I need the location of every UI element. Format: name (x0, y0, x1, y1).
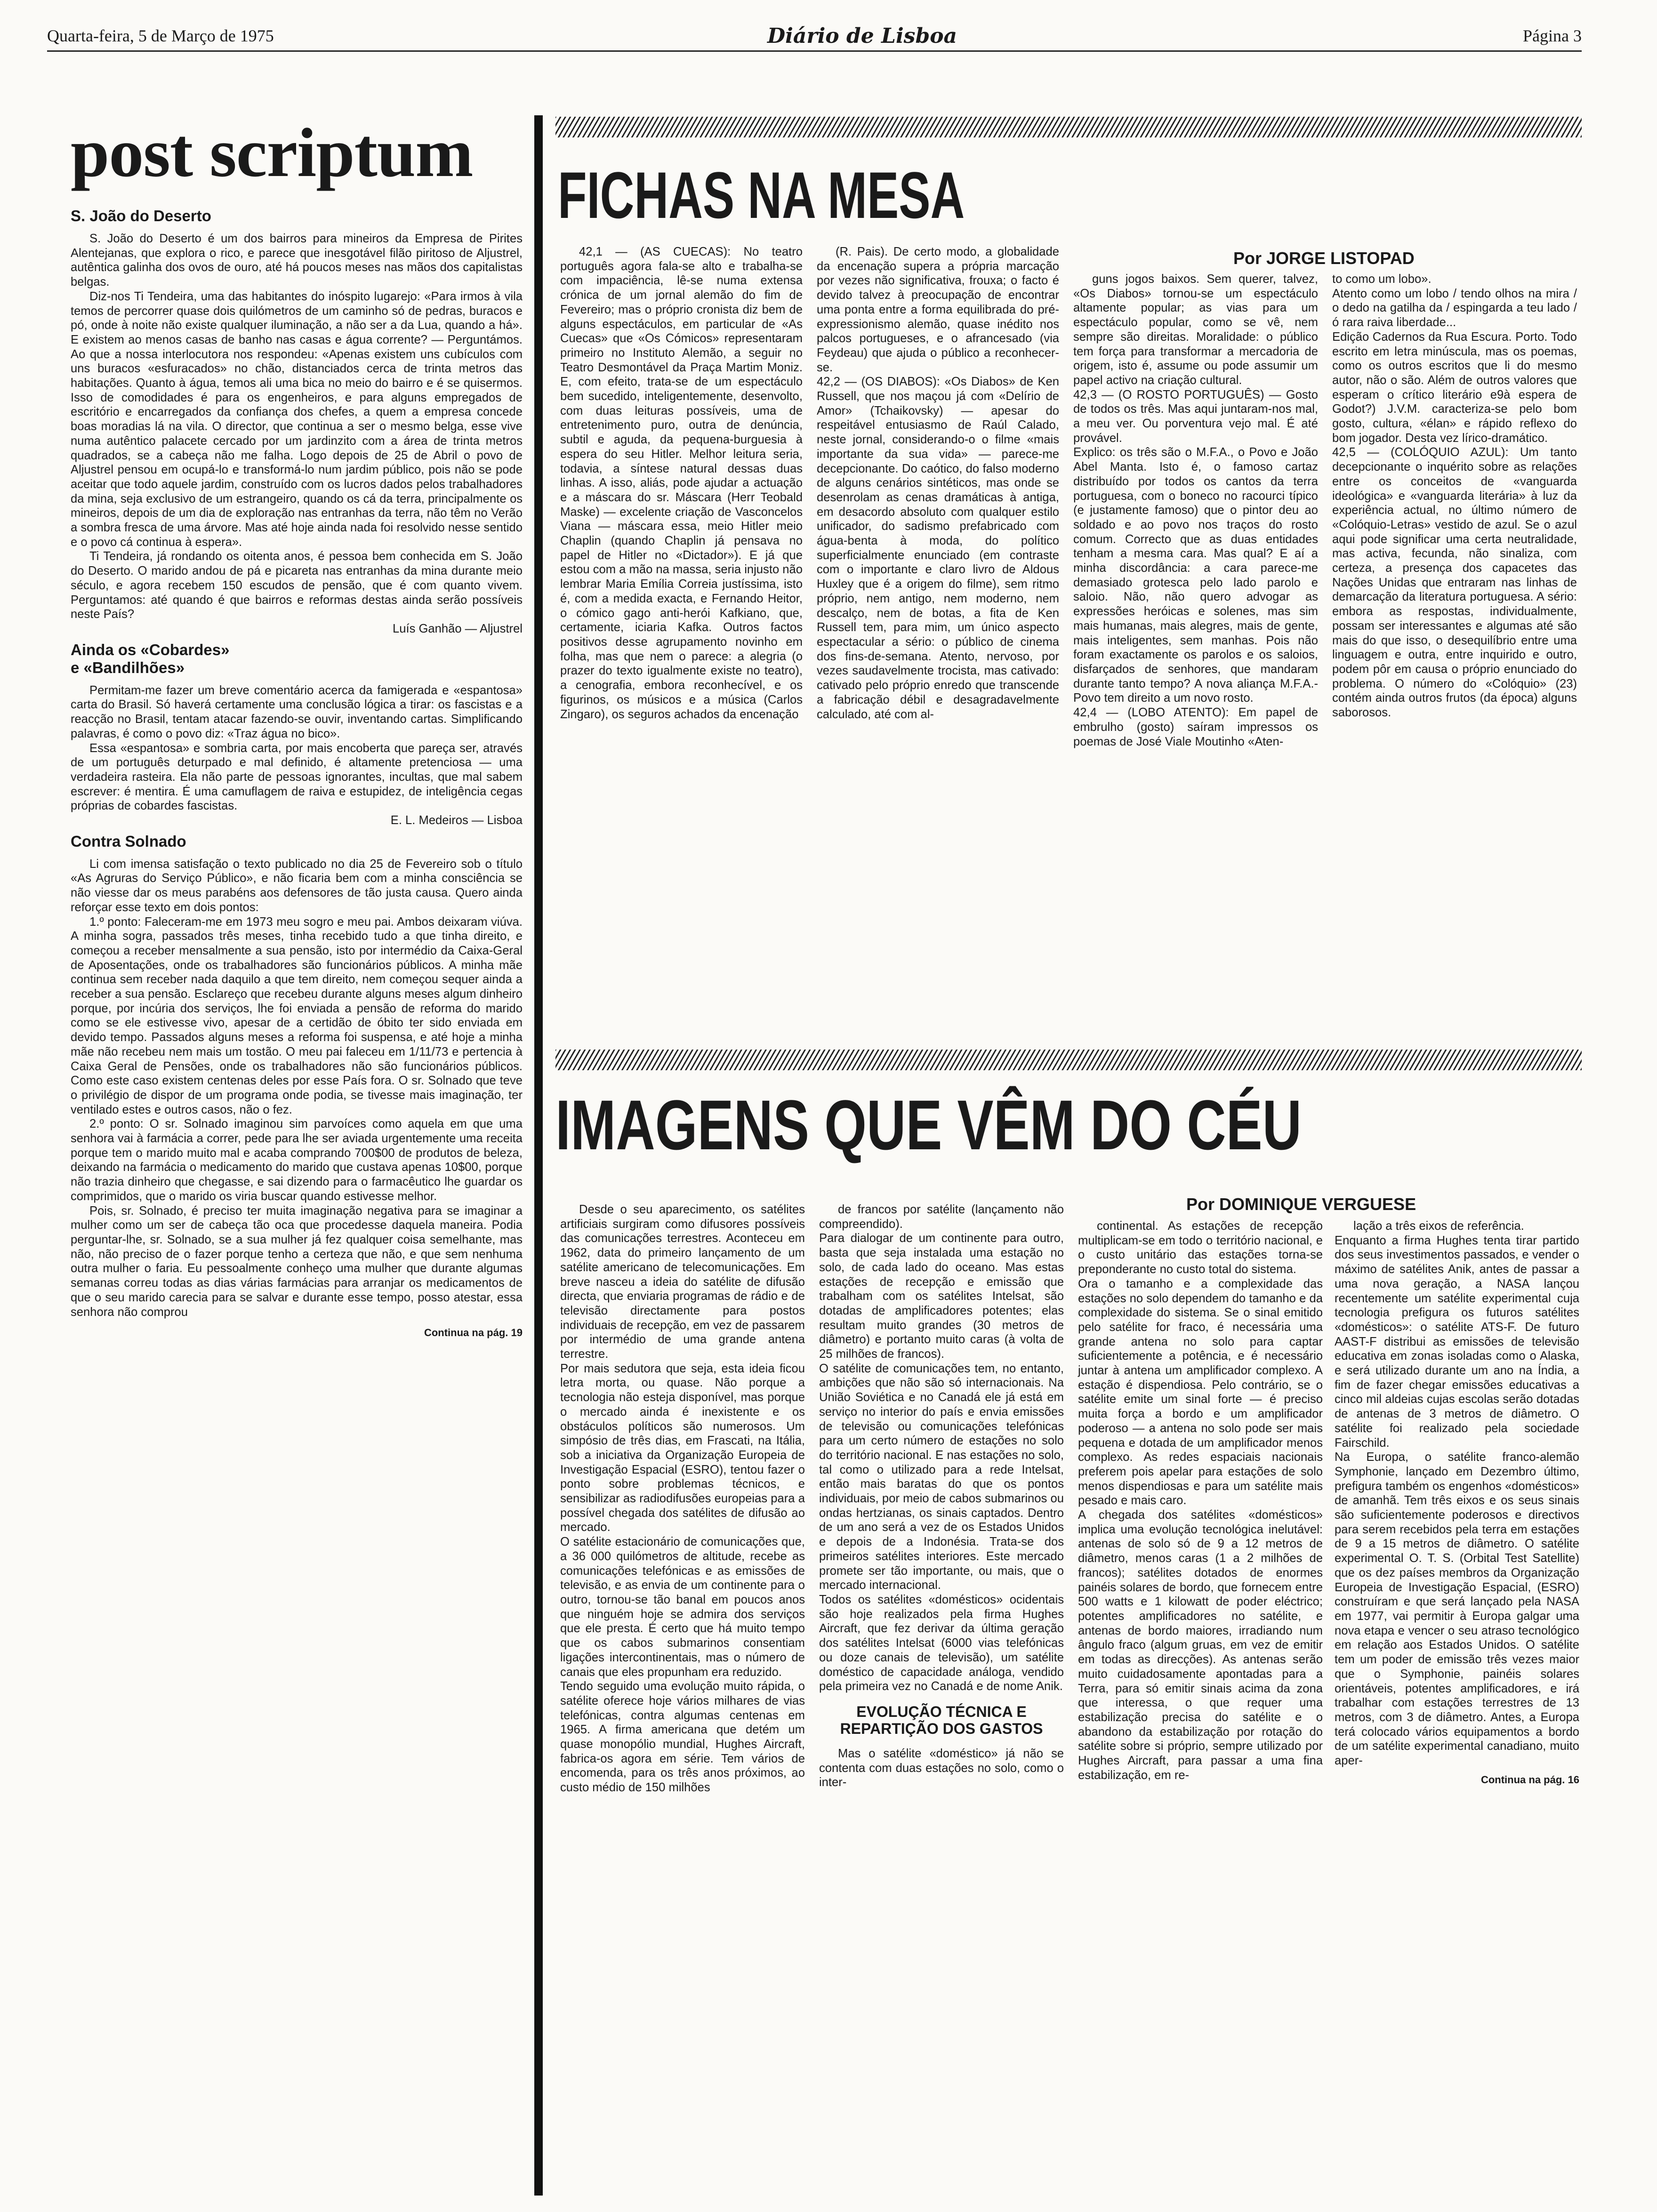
continued-note: Continua na pág. 19 (424, 1327, 523, 1339)
section-subhead: EVOLUÇÃO TÉCNICA E REPARTIÇÃO DOS GASTOS (840, 1703, 1043, 1737)
fichas-column-2 (817, 245, 1059, 1035)
paragraph: Li com imensa satisfação o texto publicado no dia 25 de Fevereiro sob o título «As Agruras do Serviço Público», e não ficaria bem com a minha consciência se não viesse dar os meus parabéns aos defensores de tão justa causa. Quero ainda reforçar esse texto em dois pontos: (71, 857, 523, 914)
imagens-headline: IMAGENS QUE VÊM DO CÉU (555, 1085, 1302, 1164)
paragraph: (R. Pais). De certo modo, a globalidade da encenação supera a própria marcação por vezes não significativa, frouxa; o facto é devido talvez à preocupação de encontrar uma ponta entre a forma equilibrada do pré-expressionismo alemão, quase inédito nos palcos portugueses, e o afrancesado (via Feydeau) que ajuda o público a reconhecer-se. 42,2 — (OS DIABOS): «Os Diabos» de Ken Russell, que nos maçou já com «Delírio de Amor» (Tchaikovsky) — apesar do respeitável entusiasmo de Raúl Calado, neste jornal, considerando-o o filme «mais importante da sua vida» — parece-me decepcionante. Do caótico, do falso moderno de alguns cenários sintéticos, mas onde se desenrolam as cenas dramáticas à antiga, em desacordo absoluto com qualquer estilo unificador, do sadismo prefabricado com água-benta à moda, do político superficialmente enunciado (em contraste com o importante e claro livro de Aldous Huxley que é a origem do filme), sem ritmo próprio, nem antigo, nem moderno, nem descalço, nem de botas, a fita de Ken Russell tem, para mim, um único aspecto espectacular a sério: o público de cinema dos fins-de-semana. Atento, nervoso, por vezes saudavelmente trocista, mas cativado: cativado pelo próprio enredo que transcende a fabricação débil e desagradavelmente calculado, até com al- (817, 245, 1059, 721)
header-rule (47, 50, 1582, 52)
hatched-rule (555, 117, 1582, 137)
letter-signature: E. L. Medeiros — Lisboa (390, 814, 523, 827)
imagens-column-2 (819, 1202, 1064, 2188)
paragraph: lação a três eixos de referência. Enquanto a firma Hughes tenta tirar partido dos seus investimentos passados, e vender o máximo de satélites Anik, antes de passar a uma nova geração, a NASA lançou recentemente um satélite experimental cuja tecnologia prefigura os futuros satélites «domésticos»: o satélite ATS-F. De futuro AAST-F distribui as emissões de televisão educativa em zonas isoladas como o Alaska, e será utilizado durante um ano na Índia, a fim de fazer chegar emissões educativas a cinco mil aldeias cujas escolas serão dotadas de antenas de 3 metros de diâmetro. O satélite foi realizado pela sociedade Fairschild. Na Europa, o satélite franco-alemão Symphonie, lançado em Dezembro último, prefigura também os engenhos «domésticos» de amanhã. Tem três eixos e os seus sinais são suficientemente poderosos e directivos para serem recebidos pela terra em estações de 9 a 15 metros de diâmetro. O satélite experimental O. T. S. (Orbital Test Satellite) que os dez países membros da Organização Europeia de Investigação Espacial, (ESRO) construíram e que será lançado pela NASA em 1977, vai permitir à Europa galgar uma nova etapa e vencer o seu atraso tecnológico em relação aos Estados Unidos. O satélite tem um poder de emissão três vezes maior que o Symphonie, painéis solares orientáveis, potentes amplificadores, e irá trabalhar com estações terrestres de 13 metros, com 3 de diâmetro. Antes, a Europa terá colocado vários equipamentos a bordo de um satélite experimental canadiano, muito aper- (1335, 1219, 1579, 1768)
paragraph: to como um lobo». Atento como um lobo / tendo olhos na mira / o dedo na gatilha da / espingarda a teu lado / ó rara raiva liberdade... Edição Cadernos da Rua Escura. Porto. Todo escrito em letra minúscula, mas os poemas, como os outros escritos que li do mesmo autor, não o são. Além de outros valores que esperam o crítico literário e9à espera de Godot?) J.V.M. caracteriza-se pelo bom gosto, cultura, «élan» e rápido reflexo do bom jogador. Desta vez lírico-dramático. 42,5 — (COLÓQUIO AZUL): Um tanto decepcionante o inquérito sobre as relações entre os conceitos de «vanguarda ideológica» e «vanguarda literária» à luz da experiência actual, no último número de «Colóquio-Letras» vestido de azul. Se o azul aqui pode significar uma certa neutralidade, mas activa, fecunda, não sinaliza, com certeza, a presença dos capacetes das Nações Unidas que entraram nas linhas de demarcação da literatura portuguesa. A sério: embora as respostas, individualmente, possam ser interessantes e algumas até são mais do que isso, o desequilíbrio entre uma linguagem e outra, entre inquirido e outro, podem pôr em causa o próprio enunciado do problema. O número do «Colóquio» (23) contém ainda outros frutos (da época) alguns saborosos. (1332, 272, 1577, 720)
post-scriptum-body (71, 207, 523, 1340)
fichas-byline: Por JORGE LISTOPAD (1233, 248, 1415, 268)
imagens-column-4 (1335, 1219, 1579, 2188)
paragraph: Desde o seu aparecimento, os satélites artificiais surgiram como difusores possíveis das comunicações terrestres. Aconteceu em 1962, data do primeiro lançamento de um satélite americano de telecomunicações. Em breve nasceu a ideia do satélite de difusão directa, que enviaria programas de rádio e de televisão directamente para postos individuais de recepção, em vez de passarem por intermédio de uma grande antena terrestre. Por mais sedutora que seja, esta ideia ficou letra morta, ou quase. Não porque a tecnologia não esteja disponível, mas porque o mercado ainda é inexistente e os obstáculos políticos são numerosos. Um simpósio de três dias, em Frascati, na Itália, sob a iniciativa da Organização Europeia de Investigação Espacial (ESRO), tentou fazer o ponto sobre problemas técnicos, e sensibilizar as radiodifusões europeias para a possível chegada dos satélites de difusão ao mercado. O satélite estacionário de comunicações que, a 36 000 quilómetros de altitude, recebe as comunicações telefónicas e as emissões de televisão, e as envia de um continente para o outro, tornou-se tão banal em poucos anos que ninguém hoje se admira dos serviços que ele presta. É certo que há muito tempo que os cabos submarinos consentiam ligações intercontinentais, mas o número de canais que eles propunham era reduzido. Tendo seguido uma evolução muito rápida, o satélite oferece hoje vários milhares de vias telefónicas, contra algumas centenas em 1965. A firma americana que detém um quase monopólio mundial, Hughes Aircraft, fabrica-os agora em série. Tem vários de encomenda, para os três anos próximos, ao custo médio de 150 milhões (560, 1203, 805, 1795)
fichas-headline: FICHAS NA MESA (558, 158, 965, 232)
post-scriptum-column (71, 114, 523, 2146)
paragraph: Essa «espantosa» e sombria carta, por mais encoberta que pareça ser, através de um português deturpado e mal definido, é altamente pretenciosa — uma verdadeira rasteira. Ela não parte de pessoas ignorantes, incultas, que mal sabem escrever: é mentira. É uma camuflagem de raiva e estupidez, de inteligência cegas próprias de cobardes fascistas. (71, 741, 523, 813)
section-heading (71, 641, 523, 677)
paragraph: guns jogos baixos. Sem querer, talvez, «Os Diabos» tornou-se um espectáculo altamente popular; as vias para um espectáculo popular, como se vê, nem sempre são direitas. Moralidade: o público tem força para transformar a mercadoria de origem, isto é, assume ou pode assumir um papel activo na criação cultural. 42,3 — (O ROSTO PORTUGUÊS) — Gosto de todos os três. Mas aqui juntaram-nos mal, a meu ver. Ou porventura vejo mal. É até provável. Explico: os três são o M.F.A., o Povo e João Abel Manta. Isto é, o famoso cartaz distribuído por todos os cantos da terra portuguesa, com o boneco no racourci típico (e justamente famoso) que o pintor deu ao soldado e ao povo nos traços do rosto comum. Correcto que as duas entidades tenham a mesma cara. Mas qual? E aí a minha discordância: a cara parece-me demasiado grotesca pelo lado parolo e saloio. Não, não quero advogar as expressões heróicas e solenes, mas sim mais humanas, mais alegres, mais de gente, mais inteligentes, sem manhas. Pois não foram exactamente os parolos e os saloios, disfarçados de senhores, que mandaram durante tanto tempo? A nova aliança M.F.A.-Povo tem direito a um novo rosto. 42,4 — (LOBO ATENTO): Em papel de embrulho (gosto) saíram impressos os poemas de José Viale Moutinho «Aten- (1073, 272, 1318, 748)
paragraph: Mas o satélite «doméstico» já não se contenta com duas estações no solo, como o inter- (819, 1747, 1064, 1789)
section-heading-line: Ainda os «Cobardes» (71, 641, 230, 658)
imagens-column-3 (1078, 1219, 1323, 2188)
section-heading: Contra Solnado (71, 832, 186, 850)
paragraph: 42,1 — (AS CUECAS): No teatro português agora fala-se alto e trabalha-se com impaciência, lê-se numa extensa crónica de um jornal alemão do fim de Fevereiro; mas o próprio cronista diz bem de alguns espectáculos, em particular de «As Cuecas» que «Os Cómicos» representaram primeiro no Instituto Alemão, a seguir no Teatro Desmontável da Praça Martim Moniz. E, com efeito, trata-se de um espectáculo bem sucedido, inteligentemente, desenvolto, com duas leituras possíveis, uma de entretenimento puro, outra de denúncia, subtil e aguda, da pequena-burguesia à espera do seu Hitler. Melhor leitura seria, todavia, a síntese natural dessas duas linhas. A isso, aliás, pode ajudar a actuação e a máscara do sr. Máscara (Herr Teobald Maske) — excelente criação de Vasconcelos Viana — máscara essa, meio Hitler meio Chaplin (quando Chaplin já pensava no papel de Hitler no «Dictador»). E já que estou com a mão na massa, seria injusto não lembrar Maria Emília Correia justíssima, isto é, com a medida exacta, e Fernando Heitor, o cómico gago anti-herói Kafkiano, que, certamente, iciaria Kafka. Outros factos positivos desse agrupamento novinho em folha, mas que nem o parece: a alegria (o prazer do texto igualmente existe no teatro), a cenografia, embora reconhecível, e os figurinos, os músicos e a música (Carlos Zingaro), os seguros achados da encenação (560, 245, 803, 721)
paragraph: de francos por satélite (lançamento não compreendido). Para dialogar de um continente para outro, basta que seja instalada uma estação no solo, de cada lado do oceano. Mas estas estações de recepção e emissão que trabalham com os satélites Intelsat, são dotadas de amplificadores potentes; elas resultam muito grandes (30 metros de diâmetro) e portanto muito caras (à volta de 25 milhões de francos). O satélite de comunicações tem, no entanto, ambições que não são só internacionais. Na União Soviética e no Canadá ele já está em serviço no interior do país e envia emissões de televisão ou comunicações telefónicas para um certo número de estações no solo do território nacional. E nas estações no solo, tal como o utilizado para a rede Intelsat, então mais baratas do que os pontos individuais, por meio de cabos submarinos ou ondas hertzianas, os sinais captados. Dentro de um ano será a vez de os Estados Unidos e depois de a Indonésia. Trata-se dos primeiros satélites interiores. Este mercado promete ser tão importante, ou mais, que o mercado internacional. Todos os satélites «domésticos» ocidentais são hoje realizados pela firma Hughes Aircraft, que fez derivar da última geração dos satélites Intelsat (6000 vias telefónicas ou doze canais de televisão), um satélite doméstico de capacidade análoga, vendido pela primeira vez no Canadá e de nome Anik. (819, 1203, 1064, 1693)
imagens-column-1 (560, 1202, 805, 2188)
header-date: Quarta-feira, 5 de Março de 1975 (47, 26, 274, 45)
section-heading: S. João do Deserto (71, 207, 211, 224)
fichas-column-4 (1332, 272, 1577, 1034)
page-number: Página 3 (1523, 26, 1582, 45)
section-heading-line: e «Bandilhões» (71, 658, 185, 676)
continued-note: Continua na pág. 16 (1480, 1773, 1579, 1786)
paragraph: Permitam-me fazer um breve comentário acerca da famigerada e «espantosa» carta do Brasil. Só haverá certamente uma conclusão lógica a tirar: os fascistas e a reacção no Brasil, tentam atacar fazendo-se ouvir, inventando cartas. Simplificando palavras, é como o povo diz: «Traz água no bico». (71, 683, 523, 740)
letter-signature: Luís Ganhão — Aljustrel (393, 622, 523, 635)
newspaper-masthead: Diário de Lisboa (767, 24, 957, 48)
paragraph: Diz-nos Ti Tendeira, uma das habitantes do inóspito lugarejo: «Para irmos à vila temos de percorrer quase dois quilómetros de um caminho só de pedras, buracos e pó, onde à noite não existe qualquer iluminação, a não ser a da Lua, quando a há». E existem ao menos casas de banho nas casas e água corrente? — Perguntámos. Ao que a nossa interlocutora nos respondeu: «Apenas existem uns cubículos com uns buracos «esfuracados» no chão, distanciados cerca de trinta metros das habitações. Quanto à água, temos ali uma bica no meio do bairro e é se quisermos. Isso de comodidades é para os engenheiros, e para alguns empregados de escritório e encarregados da confiança dos chefes, a quem a empresa concede boas moradias lá na vila. O director, que continua a ser o mesmo belga, esse vive numa autêntico palacete cercado por um jardinzito com a área de trinta metros quadrados, se a cabeça não me falha. Logo depois de 25 de Abril o povo de Aljustrel pensou em ocupá-lo e transformá-lo num jardim público, pois não se pode aceitar que todo aquele jardim, construído com os lucros dados pelos trabalhadores da mina, seja exclusivo de um estrangeiro, quando os cá da terra, principalmente os mineiros, depois de um dia de exploração nas entranhas da terra, não têm no Verão a sombra fresca de uma árvore. Mas até hoje ainda nada foi resolvido nesse sentido e o povo cá continua à espera». (71, 289, 523, 549)
imagens-byline: Por DOMINIQUE VERGUESE (1186, 1194, 1416, 1214)
hatched-rule (555, 1050, 1582, 1070)
page-header (47, 26, 1582, 54)
paragraph: Pois, sr. Solnado, é preciso ter muita imaginação negativa para se imaginar a mulher como um ser de cabeça tão oca que procedesse daquela maneira. Podia perguntar-lhe, sr. Solnado, se a sua mulher já fez qualquer coisa semelhante, mas não, não preciso de o fazer porque tenho a certeza que não, e que sem nenhuma outra mulher o faria. Eu pessoalmente conheço uma mulher que durante algumas semanas correu todas as dias várias farmácias para arranjar os medicamentos de que o seu marido carecia para se salvar e durante esse tempo, posso atestar, essa senhora não comprou (71, 1204, 523, 1319)
paragraph: Ti Tendeira, já rondando os oitenta anos, é pessoa bem conhecida em S. João do Deserto. O marido andou de pá e picareta nas entranhas da mina durante meio século, e agora recebem 150 escudos de pensão, que é com quanto vivem. Perguntamos: até quando é que bairros e reformas destas ainda serão possíveis neste País? (71, 550, 523, 621)
paragraph: continental. As estações de recepção multiplicam-se em todo o território nacional, e o custo unitário das estações torna-se preponderante no custo total do sistema. Ora o tamanho e a complexidade das estações no solo dependem do tamanho e da complexidade do sistema. Se o sinal emitido pelo satélite for fraco, é necessária uma grande antena no solo para captar suficientemente a potência, e é necessário juntar à antena um amplificador complexo. A estação é dispendiosa. Pelo contrário, se o satélite emite um sinal forte — é preciso muita força a bordo e um amplificador poderoso — a antena no solo pode ser mais pequena e dotada de um amplificador menos complexo. As redes espaciais nacionais preferem pois apelar para estações de solo menos dispendiosas e para um satélite mais pesado e mais caro. A chegada dos satélites «domésticos» implica uma evolução tecnológica inelutável: antenas de solo só de 9 a 12 metros de diâmetro, menos caras (1 a 2 milhões de francos); satélites dotados de enormes painéis solares de bordo, que fornecem entre 500 watts e 1 kilowatt de poder eléctrico; potentes amplificadores no satélite, e antenas de bordo maiores, irradiando num ângulo fraco (algum gruas, em vez de emitir em todas as direcções). As antenas serão muito cuidadosamente apontadas para a Terra, para só emitir sinais acima da zona que interessa, o que requer uma estabilização precisa do satélite e o abandono da estabilização por rotação do satélite sobre si próprio, sempre utilizado por Hughes Aircraft, para passar a uma fina estabilização, em re- (1078, 1219, 1323, 1782)
post-scriptum-title: post scriptum (71, 114, 473, 192)
fichas-column-3 (1073, 272, 1318, 1034)
paragraph: 1.º ponto: Faleceram-me em 1973 meu sogro e meu pai. Ambos deixaram viúva. A minha sogra, passados três meses, tinha recebido tudo a que tinha direito, e começou a receber mensalmente a sua pensão, isto por intermédio da Caixa-Geral de Aposentações, onde os trabalhadores são funcionários públicos. A minha mãe continua sem receber nada daquilo a que tem direito, nem começou sequer ainda a receber a sua pensão. Esclareço que recebeu durante alguns meses algum dinheiro porque, por incúria dos serviços, lhe foi enviada a pensão de reforma do marido como se ele estivesse vivo, apesar de a certidão de óbito ter sido enviada em devido tempo. Passados alguns meses a reforma foi suspensa, e até hoje a minha mãe não recebeu nem mais um tostão. O meu pai faleceu em 1/11/73 e pertencia à Caixa Geral de Pensões, onde os trabalhadores não são funcionários públicos. Como este caso existem centenas deles por esse País fora. O sr. Solnado que teve o privilégio de dispor de um programa onde podia, se tivesse mais imaginação, ter ventilado estes e outros casos, não o fez. (71, 915, 523, 1116)
fichas-column-1 (560, 245, 803, 1035)
paragraph: S. João do Deserto é um dos bairros para mineiros da Empresa de Pirites Alentejanas, que explora o rico, e parece que inesgotável filão piritoso de Aljustrel, autêntica galinha dos ovos de ouro, até há poucos meses nas mãos dos capitalistas belgas. (71, 232, 523, 289)
column-divider (534, 115, 543, 2196)
paragraph: 2.º ponto: O sr. Solnado imaginou sim parvoíces como aquela em que uma senhora vai à farmácia a correr, pede para lhe ser aviada urgentemente uma receita porque tem o marido muito mal e acaba comprando 700$00 de produtos de beleza, deixando na farmácia o medicamento do marido que custava apenas 10$00, porque não trazia dinheiro que chegasse, e sai dizendo para o farmacêutico lhe guardar os comprimidos, que o marido os viria buscar quando estivesse melhor. (71, 1117, 523, 1203)
